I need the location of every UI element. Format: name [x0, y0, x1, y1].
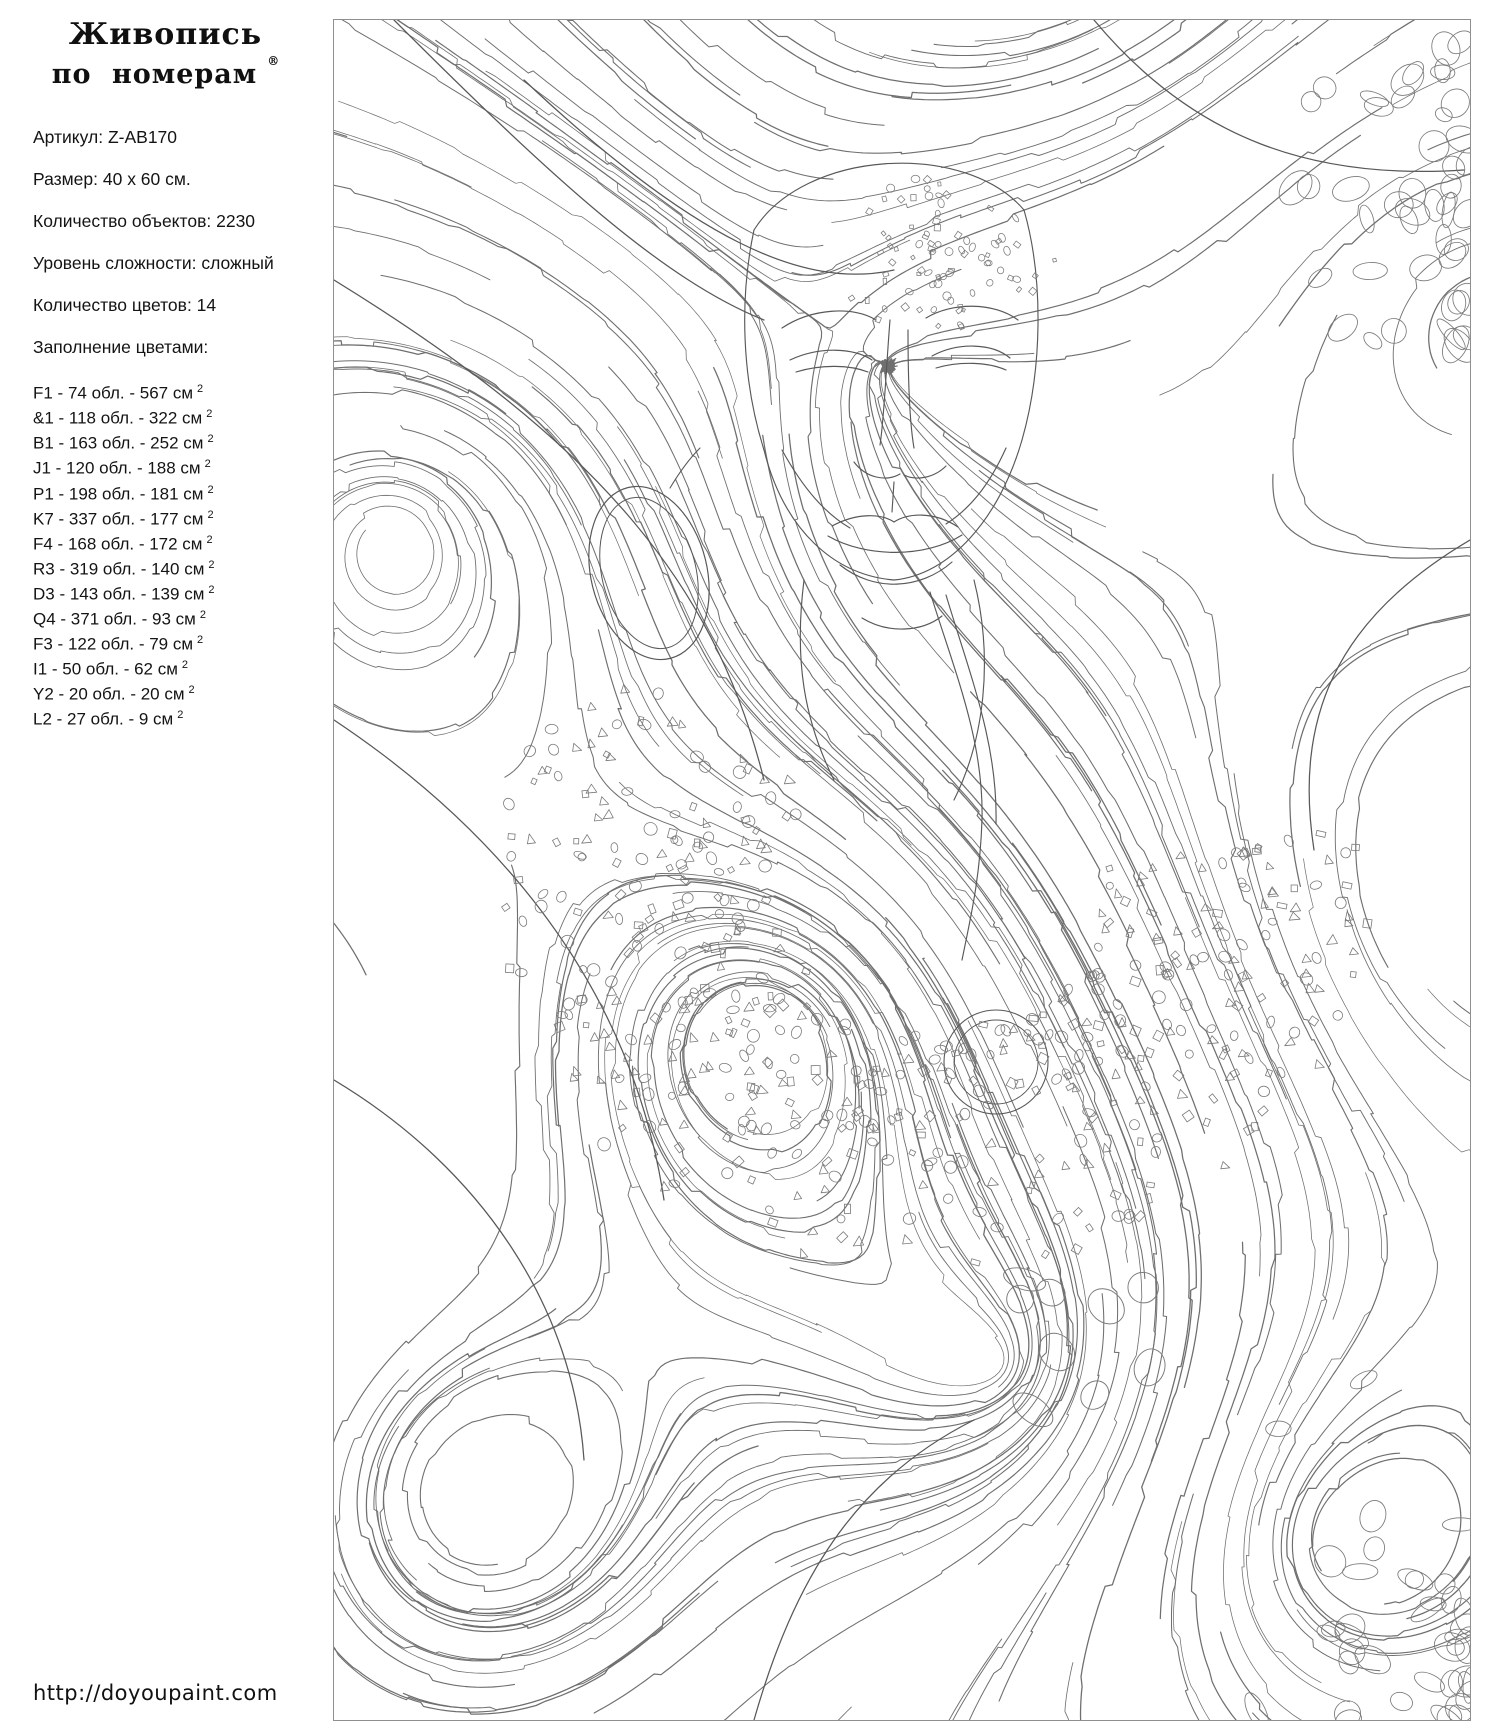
color-usage-row: R3 - 319 обл. - 140 см $^2$: [33, 558, 215, 579]
brand-title-line2-text: по номерам: [51, 58, 258, 90]
product-field: Количество объектов: 2230: [33, 211, 256, 232]
product-field: Количество цветов: 14: [33, 295, 217, 316]
squared-superscript: 2: [177, 709, 184, 722]
color-usage-row: J1 - 120 обл. - 188 см $^2$: [33, 458, 211, 479]
color-usage-row: Q4 - 371 обл. - 93 см $^2$: [33, 608, 206, 629]
color-usage-row: B1 - 163 обл. - 252 см $^2$: [33, 433, 214, 454]
product-field: Уровень сложности: сложный: [33, 253, 274, 274]
squared-superscript: 2: [197, 383, 204, 396]
color-usage-row: D3 - 143 обл. - 139 см $^2$: [33, 583, 215, 604]
info-sidebar: [33, 16, 298, 730]
squared-superscript: 2: [207, 433, 214, 446]
color-usage-row: &1 - 118 обл. - 322 см $^2$: [33, 408, 213, 428]
color-usage-row: I1 - 50 обл. - 62 см $^2$: [33, 658, 189, 679]
canvas-frame: [333, 19, 1471, 1721]
squared-superscript: 2: [181, 658, 189, 671]
squared-superscript: 2: [206, 533, 213, 546]
product-fields-list: [33, 127, 298, 316]
color-usage-row: L2 - 27 обл. - 9 см $^2$: [33, 709, 184, 729]
squared-superscript: 2: [188, 684, 195, 696]
registered-trademark-symbol: ®: [267, 53, 280, 68]
color-usage-row: K7 - 337 обл. - 177 см $^2$: [33, 508, 214, 529]
paint-by-numbers-outline-artwork: [334, 20, 1470, 1720]
squared-superscript: 2: [208, 558, 215, 571]
brand-logo: [33, 16, 298, 91]
website-url: http://doyoupaint.com: [33, 1681, 278, 1705]
product-field: Артикул: Z-AB170: [33, 127, 178, 148]
color-fill-heading: Заполнение цветами:: [33, 337, 209, 358]
color-usage-row: Y2 - 20 обл. - 20 см $^2$: [33, 684, 195, 704]
color-usage-row: F3 - 122 обл. - 79 см $^2$: [33, 633, 204, 654]
squared-superscript: 2: [204, 458, 211, 471]
squared-superscript: 2: [207, 483, 214, 496]
squared-superscript: 2: [197, 633, 204, 646]
squared-superscript: 2: [206, 408, 213, 421]
color-usage-row: P1 - 198 обл. - 181 см $^2$: [33, 483, 214, 504]
squared-superscript: 2: [199, 608, 206, 621]
color-usage-row: F4 - 168 обл. - 172 см $^2$: [33, 533, 213, 554]
squared-superscript: 2: [207, 508, 214, 521]
brand-title-line2: [33, 54, 298, 92]
product-field: Размер: 40 х 60 см.: [33, 169, 191, 190]
squared-superscript: 2: [208, 583, 215, 596]
color-usage-list: [33, 379, 298, 730]
color-usage-row: F1 - 74 обл. - 567 см $^2$: [33, 383, 204, 403]
brand-title-line1: Живопись: [68, 17, 263, 52]
